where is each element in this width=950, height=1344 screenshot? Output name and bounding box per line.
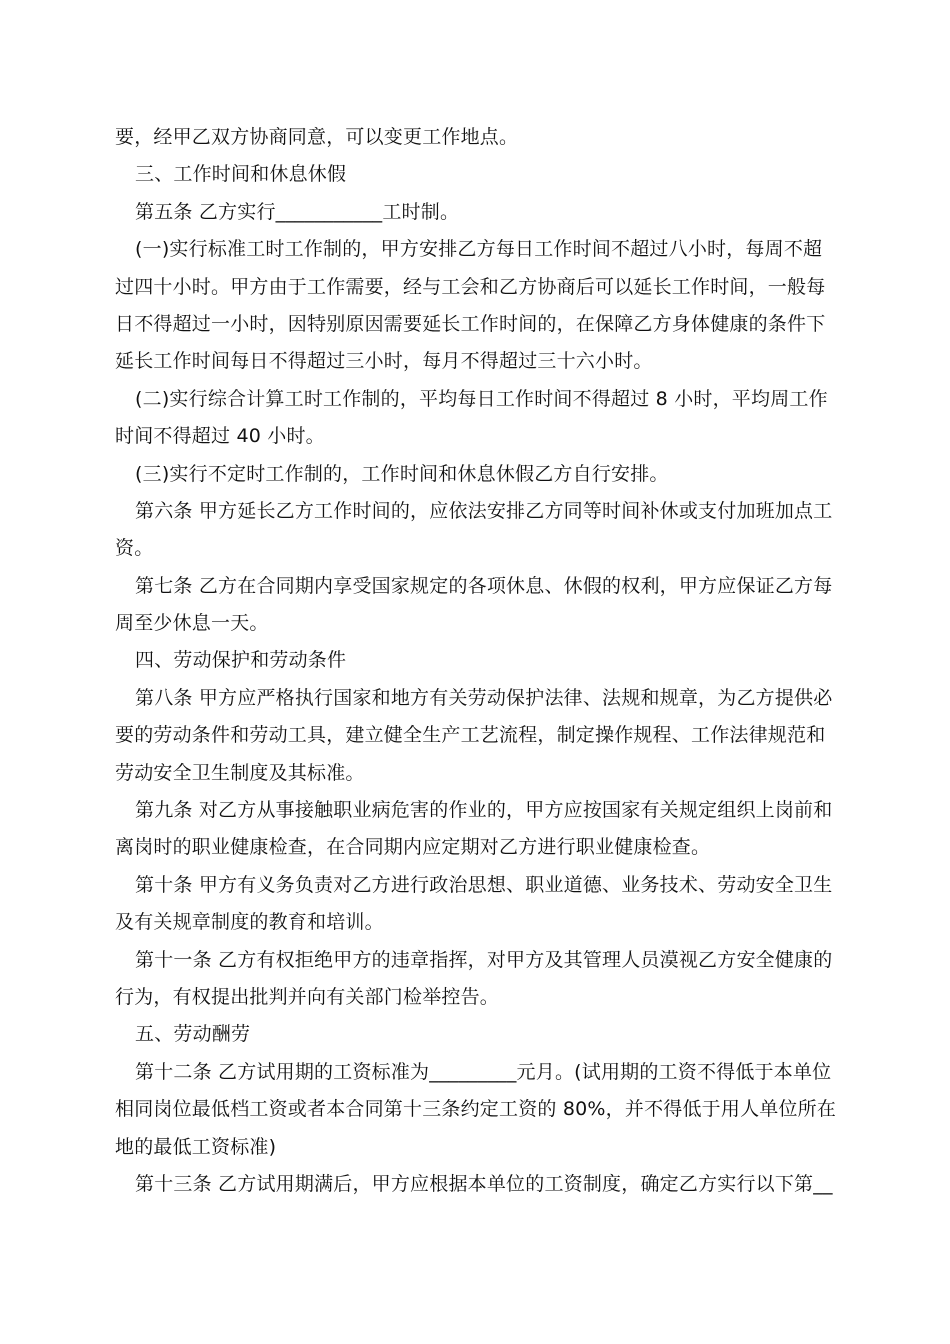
document-line: 第七条 乙方在合同期内享受国家规定的各项休息、休假的权利，甲方应保证乙方每 [135,574,833,597]
document-line: (二)实行综合计算工时工作制的，平均每日工作时间不得超过 8 小时，平均周工作 [135,387,828,410]
document-line: 周至少休息一天。 [115,612,269,635]
document-line: 地的最低工资标准) [115,1135,277,1158]
document-line: 要，经甲乙双方协商同意，可以变更工作地点。 [115,126,519,148]
document-line: 第十条 甲方有义务负责对乙方进行政治思想、职业道德、业务技术、劳动安全卫生 [135,873,833,896]
document-page [115,119,837,1203]
document-line: 第五条 乙方实行___________工时制。 [135,200,460,223]
document-line: 过四十小时。甲方由于工作需要，经与工会和乙方协商后可以延长工作时间，一般每 [115,275,826,298]
document-line: 行为，有权提出批判并向有关部门检举控告。 [115,985,500,1008]
document-line: 第十一条 乙方有权拒绝甲方的违章指挥，对甲方及其管理人员漠视乙方安全健康的 [135,948,833,971]
document-line: 第十三条 乙方试用期满后，甲方应根据本单位的工资制度，确定乙方实行以下第__ [135,1172,833,1195]
document-line: 要的劳动条件和劳动工具，建立健全生产工艺流程，制定操作规程、工作法律规范和 [115,724,826,747]
document-line: 第九条 对乙方从事接触职业病危害的作业的，甲方应按国家有关规定组织上岗前和 [135,799,833,822]
document-line: 离岗时的职业健康检查，在合同期内应定期对乙方进行职业健康检查。 [115,836,711,859]
document-line: 四、劳动保护和劳动条件 [135,649,347,672]
document-line: 相同岗位最低档工资或者本合同第十三条约定工资的 80%，并不得低于用人单位所在 [115,1098,837,1121]
document-line: (一)实行标准工时工作制的，甲方安排乙方每日工作时间不超过八小时，每周不超 [135,238,823,261]
document-line: 第六条 甲方延长乙方工作时间的，应依法安排乙方同等时间补休或支付加班加点工 [135,499,833,522]
document-line: 延长工作时间每日不得超过三小时，每月不得超过三十六小时。 [115,350,653,373]
document-line: 三、工作时间和休息休假 [135,163,347,186]
document-line: 时间不得超过 40 小时。 [115,425,325,448]
document-line: 日不得超过一小时，因特别原因需要延长工作时间的，在保障乙方身体健康的条件下 [115,312,826,335]
document-line: 及有关规章制度的教育和培训。 [115,911,384,934]
document-line: 劳动安全卫生制度及其标准。 [115,761,365,784]
document-line: 第八条 甲方应严格执行国家和地方有关劳动保护法律、法规和规章，为乙方提供必 [135,686,833,709]
document-line: (三)实行不定时工作制的，工作时间和休息休假乙方自行安排。 [135,462,669,485]
document-line: 五、劳动酬劳 [135,1023,251,1046]
document-line: 第十二条 乙方试用期的工资标准为_________元月。(试用期的工资不得低于本单位 [135,1060,832,1083]
document-line: 资。 [115,537,154,560]
